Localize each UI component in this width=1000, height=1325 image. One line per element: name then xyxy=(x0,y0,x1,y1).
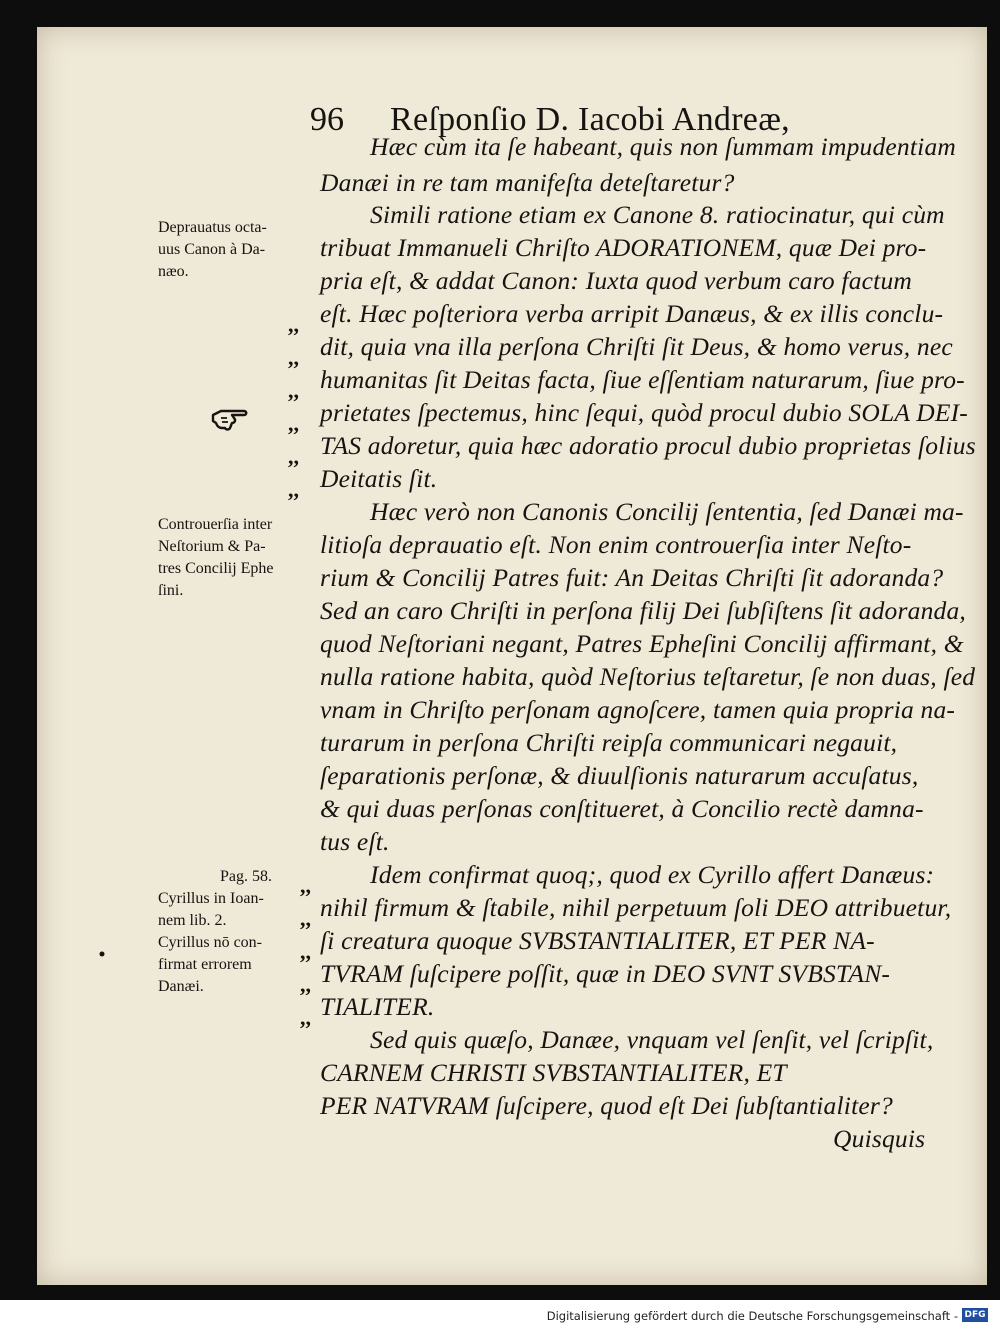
text-line: Danæi in re tam manifeſta deteſtaretur? xyxy=(320,168,735,197)
text-line: tribuat Immanueli Chriſto ADORATIONEM, quæ Dei pro- xyxy=(320,233,927,262)
catchword: Quisquis xyxy=(833,1124,926,1153)
dfg-logo: DFG xyxy=(962,1308,988,1322)
text-line: prietates ſpectemus, hinc ſequi, quòd procul dubio SOLA DEI- xyxy=(320,398,968,427)
text-line: litioſa deprauatio eſt. Non enim controuerſia inter Neſto- xyxy=(320,530,912,559)
text-line: & qui duas perſonas conſtitueret, à Concilio rectè damna- xyxy=(320,794,924,823)
margin-note-line: Deprauatus octa- xyxy=(158,219,267,236)
text-line: ſi creatura quoque SVBSTANTIALITER, ET PER NA- xyxy=(320,926,875,955)
quote-mark: ,, xyxy=(288,378,299,403)
quote-mark: ,, xyxy=(288,312,299,337)
margin-note-line: Pag. 58. xyxy=(220,868,272,885)
text-line: TIALITER. xyxy=(320,992,435,1021)
text-line: Hæc cùm ita ſe habeant, quis non ſummam impudentiam xyxy=(370,132,957,161)
margin-note xyxy=(158,866,272,998)
text-line: vnam in Chriſto perſonam agnoſcere, tamen quia propria na- xyxy=(320,695,956,724)
text-line: rium & Concilij Patres fuit: An Deitas Chriſti ſit adoranda? xyxy=(320,563,944,592)
text-line: eſt. Hæc poſteriora verba arripit Danæus, & ex illis conclu- xyxy=(320,299,944,328)
text-line: TAS adoretur, quia hæc adoratio procul dubio proprietas ſolius xyxy=(320,431,976,460)
text-line: humanitas ſit Deitas facta, ſiue eſſentiam naturarum, ſiue pro- xyxy=(320,365,965,394)
margin-note-line: Cyrillus nō con- xyxy=(158,934,262,951)
text-line: ſeparationis perſonæ, & diuulſionis naturarum accuſatus, xyxy=(320,761,919,790)
quote-mark: ,, xyxy=(288,345,299,370)
pointing-hand-icon xyxy=(210,406,250,434)
text-line: nihil firmum & ſtabile, nihil perpetuum ſoli DEO attribuetur, xyxy=(320,893,952,922)
margin-note-line: Controuerſia inter xyxy=(158,516,273,533)
margin-note-line: ſini. xyxy=(158,582,184,599)
text-line: TVRAM ſuſcipere poſſit, quæ in DEO SVNT SVBSTAN- xyxy=(320,959,891,988)
text-line: Sed quis quæſo, Danæe, vnquam vel ſenſit, vel ſcripſit, xyxy=(370,1025,934,1054)
text-line: dit, quia vna illa perſona Chriſti ſit Deus, & homo verus, nec xyxy=(320,332,953,361)
margin-note-line: Cyrillus in Ioan- xyxy=(158,890,264,907)
margin-note-line: Danæi. xyxy=(158,978,204,995)
text-line: tus eſt. xyxy=(320,827,390,856)
text-line: quod Neſtoriani negant, Patres Epheſini Concilij affirmant, & xyxy=(320,629,964,658)
text-line: PER NATVRAM ſuſcipere, quod eſt Dei ſubſtantialiter? xyxy=(320,1091,893,1120)
text-line: Idem confirmat quoq;, quod ex Cyrillo affert Danæus: xyxy=(370,860,935,889)
quote-mark: ,, xyxy=(300,972,311,997)
quote-mark: ,, xyxy=(288,411,299,436)
text-line: pria eſt, & addat Canon: Iuxta quod verbum caro factum xyxy=(320,266,913,295)
ink-speck-icon xyxy=(98,950,106,958)
quote-mark: ,, xyxy=(288,477,299,502)
running-title: Reſponſio D. Iacobi Andreæ, xyxy=(390,101,790,138)
margin-note-line: næo. xyxy=(158,263,189,280)
margin-note-line: uus Canon à Da- xyxy=(158,241,266,258)
quote-mark: ,, xyxy=(300,906,311,931)
text-line: Hæc verò non Canonis Concilij ſententia, ſed Danæi ma- xyxy=(370,497,964,526)
text-line: nulla ratione habita, quòd Neſtorius teſtaretur, ſe non duas, ſed xyxy=(320,662,976,691)
quote-mark: ,, xyxy=(300,939,311,964)
text-line: CARNEM CHRISTI SVBSTANTIALITER, ET xyxy=(320,1058,787,1087)
margin-note-line: Neſtorium & Pa- xyxy=(158,538,266,555)
quote-mark: ,, xyxy=(288,444,299,469)
margin-note-line: tres Concilij Ephe xyxy=(158,560,274,577)
text-line: Simili ratione etiam ex Canone 8. ratiocinatur, qui cùm xyxy=(370,200,945,229)
margin-note-line: firmat errorem xyxy=(158,956,252,973)
page-number: 96 xyxy=(310,101,344,138)
quote-mark: ,, xyxy=(300,873,311,898)
text-line: turarum in perſona Chriſti reipſa communicari negauit, xyxy=(320,728,898,757)
margin-note-line: nem lib. 2. xyxy=(158,912,227,929)
text-line: Sed an caro Chriſti in perſona filij Dei ſubſiſtens ſit adoranda, xyxy=(320,596,967,625)
margin-note xyxy=(158,217,267,283)
margin-note xyxy=(158,514,274,602)
quote-mark: ,, xyxy=(300,1005,311,1030)
text-line: Deitatis ſit. xyxy=(320,464,438,493)
funding-credit: Digitalisierung gefördert durch die Deutsche Forschungsgemeinschaft - xyxy=(546,1309,958,1323)
